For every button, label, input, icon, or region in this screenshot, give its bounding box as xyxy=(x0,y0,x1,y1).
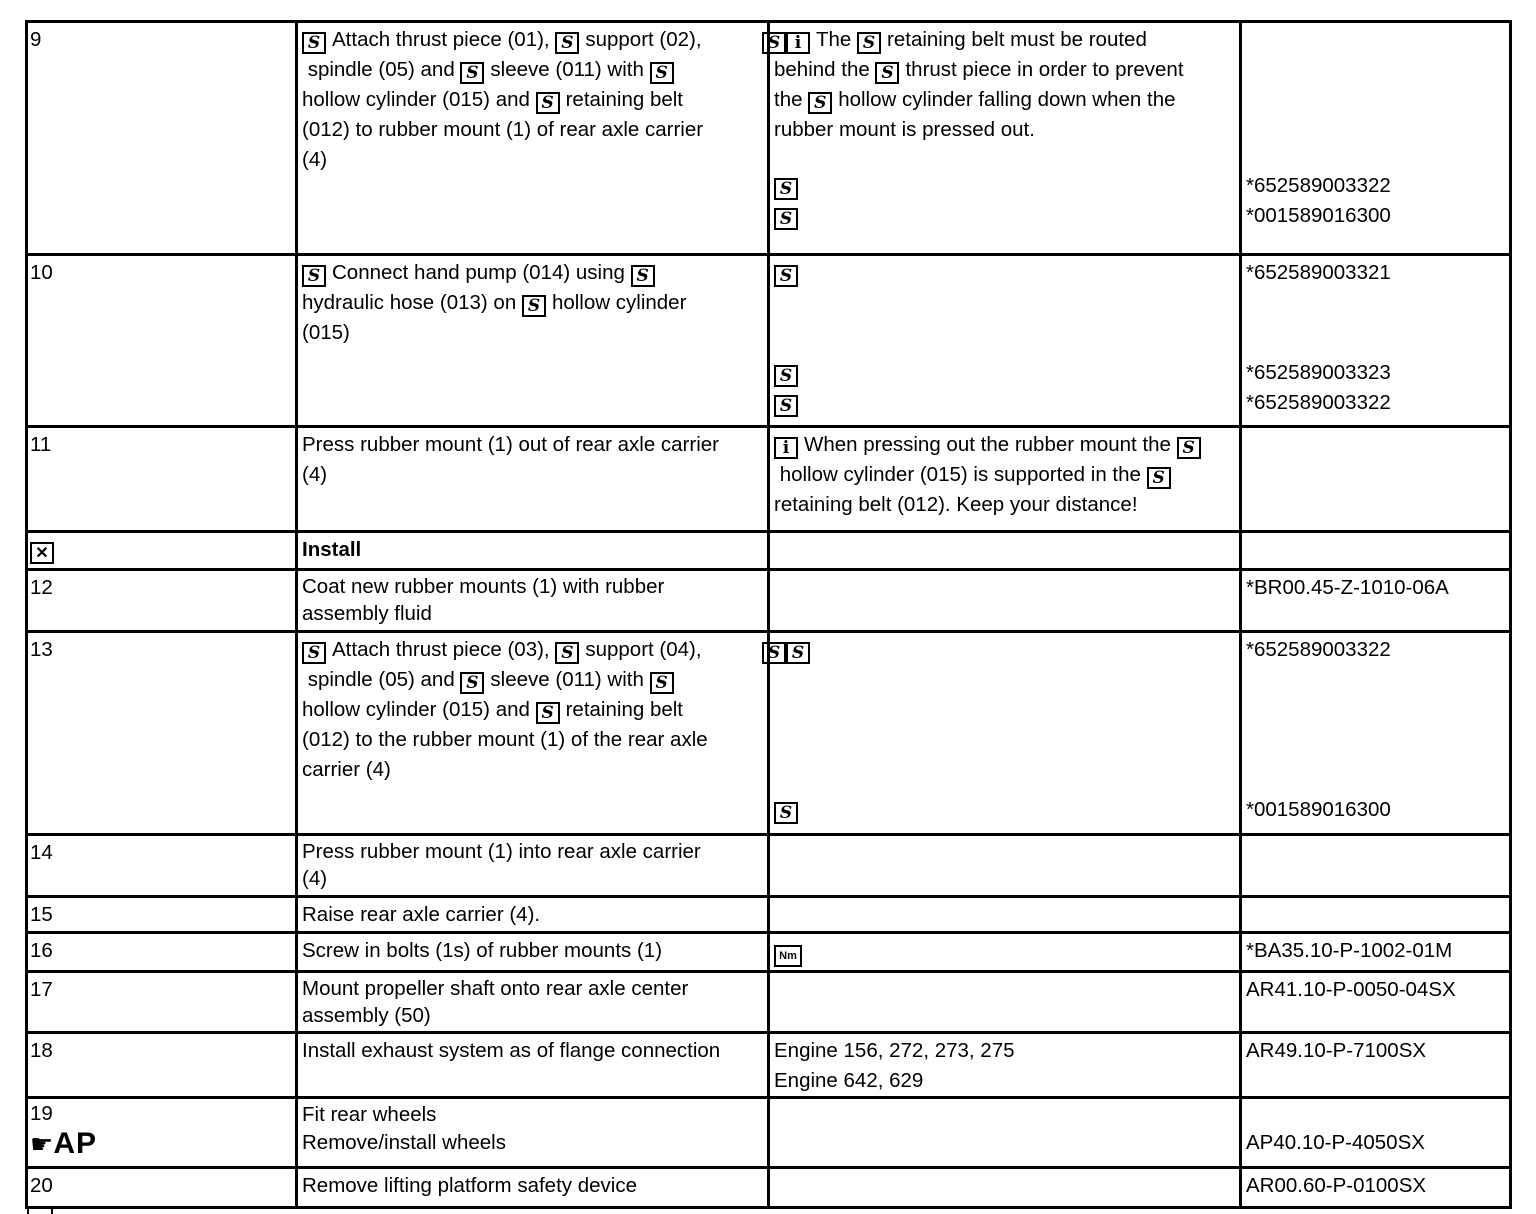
text: retaining belt xyxy=(565,698,683,721)
special-tool-icon[interactable]: S xyxy=(631,265,655,287)
text: Fit rear wheels xyxy=(302,1103,437,1126)
special-tool-icon[interactable]: S xyxy=(774,265,798,287)
document-reference xyxy=(1241,1168,1511,1208)
text: support (02), xyxy=(585,28,702,51)
step-notes xyxy=(769,1098,1241,1168)
step-number: 18 xyxy=(27,1033,297,1098)
part-number-link[interactable]: *652589003323 xyxy=(1246,361,1391,384)
step-instruction xyxy=(297,570,769,632)
part-number-link[interactable]: *652589003321 xyxy=(1246,261,1391,284)
text: retaining belt must be routed xyxy=(887,28,1147,51)
document-link[interactable]: AP40.10-P-4050SX xyxy=(1246,1131,1425,1154)
special-tool-icon[interactable]: S xyxy=(536,92,560,114)
step-notes xyxy=(769,897,1241,933)
page-continuation-icon xyxy=(27,1206,53,1214)
info-icon: i xyxy=(786,32,810,54)
table-row xyxy=(27,1033,1511,1098)
step-number: 14 xyxy=(27,835,297,897)
text: (4) xyxy=(302,463,328,486)
document-reference xyxy=(1241,532,1511,570)
document-reference xyxy=(1241,1033,1511,1098)
ap-badge: AP xyxy=(53,1127,97,1160)
table-row xyxy=(27,570,1511,632)
part-number-link[interactable]: *652589003322 xyxy=(1246,174,1391,197)
procedure-table xyxy=(25,20,1512,1209)
part-number-link[interactable]: *652589003322 xyxy=(1246,638,1391,661)
text: Mount propeller shaft onto rear axle center xyxy=(302,977,689,1000)
document-reference xyxy=(1241,255,1511,427)
special-tool-icon[interactable]: S xyxy=(762,32,786,54)
table-row xyxy=(27,835,1511,897)
step-notes xyxy=(769,1033,1241,1098)
special-tool-icon[interactable]: S xyxy=(650,672,674,694)
step-number: 20 xyxy=(27,1168,297,1208)
text: spindle (05) and xyxy=(307,668,455,691)
text: Remove lifting platform safety device xyxy=(302,1174,637,1197)
text: When pressing out the rubber mount the xyxy=(804,433,1171,456)
install-icon: ✕ xyxy=(30,542,54,564)
text: hollow cylinder falling down when the xyxy=(838,88,1176,111)
text: spindle (05) and xyxy=(307,58,455,81)
text: sleeve (011) with xyxy=(490,668,644,691)
step-notes xyxy=(769,835,1241,897)
torque-nm-icon[interactable]: Nm xyxy=(774,945,802,967)
info-icon: i xyxy=(774,437,798,459)
text: hollow cylinder (015) and xyxy=(302,88,530,111)
text: Press rubber mount (1) into rear axle carrier xyxy=(302,840,701,863)
step-number: 11 xyxy=(27,427,297,532)
text: Attach thrust piece (01), xyxy=(332,28,550,51)
text: thrust piece in order to prevent xyxy=(905,58,1184,81)
text: hydraulic hose (013) on xyxy=(302,291,517,314)
procedure-table-container xyxy=(25,20,1509,1209)
step-instruction xyxy=(297,427,769,532)
text: carrier (4) xyxy=(302,758,391,781)
special-tool-icon[interactable]: S xyxy=(522,295,546,317)
table-row xyxy=(27,427,1511,532)
document-reference xyxy=(1241,1098,1511,1168)
text: rubber mount is pressed out. xyxy=(774,118,1035,141)
text: sleeve (011) with xyxy=(490,58,644,81)
step-notes xyxy=(769,427,1241,532)
special-tool-icon[interactable]: S xyxy=(1177,437,1201,459)
step-instruction xyxy=(297,1098,769,1168)
text: (015) xyxy=(302,321,350,344)
text: Install exhaust system as of flange connection xyxy=(302,1039,721,1062)
special-tool-icon[interactable]: S xyxy=(460,672,484,694)
table-row xyxy=(27,972,1511,1033)
text: Engine 156, 272, 273, 275 xyxy=(774,1039,1015,1062)
special-tool-icon[interactable]: S xyxy=(875,62,899,84)
table-row xyxy=(27,255,1511,427)
text: Remove/install wheels xyxy=(302,1131,506,1154)
text: Attach thrust piece (03), xyxy=(332,638,550,661)
document-reference xyxy=(1241,933,1511,972)
special-tool-icon[interactable]: S xyxy=(555,642,579,664)
special-tool-icon[interactable]: S xyxy=(536,702,560,724)
text: assembly fluid xyxy=(302,602,432,625)
special-tool-icon[interactable]: S xyxy=(302,265,326,287)
special-tool-icon[interactable]: S xyxy=(302,642,326,664)
special-tool-icon[interactable]: S xyxy=(650,62,674,84)
step-number: 12 xyxy=(27,570,297,632)
table-row xyxy=(27,22,1511,255)
document-reference xyxy=(1241,570,1511,632)
text: hollow cylinder (015) and xyxy=(302,698,530,721)
section-title: Install xyxy=(297,532,769,570)
part-number-link[interactable]: *652589003322 xyxy=(1246,391,1391,414)
text: assembly (50) xyxy=(302,1004,431,1027)
special-tool-icon[interactable]: S xyxy=(857,32,881,54)
text: hollow cylinder xyxy=(551,291,687,314)
step-instruction xyxy=(297,255,769,427)
table-row xyxy=(27,1168,1511,1208)
text: Connect hand pump (014) using xyxy=(332,261,625,284)
document-link[interactable]: AR41.10-P-0050-04SX xyxy=(1246,978,1456,1001)
step-notes xyxy=(769,972,1241,1033)
text: Coat new rubber mounts (1) with rubber xyxy=(302,575,665,598)
step-instruction xyxy=(297,835,769,897)
step-number: 13 xyxy=(27,632,297,835)
step-instruction xyxy=(297,1168,769,1208)
text: the xyxy=(774,88,803,111)
document-reference xyxy=(1241,22,1511,255)
text: 19 xyxy=(30,1102,53,1125)
step-notes xyxy=(769,632,1241,835)
step-number: 9 xyxy=(27,22,297,255)
text: hollow cylinder (015) is supported in the xyxy=(779,463,1141,486)
table-row xyxy=(27,897,1511,933)
step-notes xyxy=(769,570,1241,632)
text: Press rubber mount (1) out of rear axle carrier xyxy=(302,433,719,456)
special-tool-icon[interactable]: S xyxy=(808,92,832,114)
part-number-link[interactable]: *001589016300 xyxy=(1246,204,1391,227)
step-instruction xyxy=(297,972,769,1033)
text: (012) to the rubber mount (1) of the rear axle xyxy=(302,728,708,751)
step-number: 15 xyxy=(27,897,297,933)
table-row-section-header xyxy=(27,532,1511,570)
text: Screw in bolts (1s) of rubber mounts (1) xyxy=(302,939,663,962)
document-reference xyxy=(1241,972,1511,1033)
special-tool-icon[interactable]: S xyxy=(774,208,798,230)
table-row xyxy=(27,632,1511,835)
table-row xyxy=(27,1098,1511,1168)
step-number xyxy=(27,1098,297,1168)
part-number-link[interactable]: *001589016300 xyxy=(1246,798,1391,821)
step-instruction xyxy=(297,933,769,972)
text: retaining belt xyxy=(565,88,683,111)
step-notes xyxy=(769,22,1241,255)
special-tool-icon[interactable]: S xyxy=(774,802,798,824)
text: Engine 642, 629 xyxy=(774,1069,924,1092)
document-link[interactable]: AR49.10-P-7100SX xyxy=(1246,1039,1427,1062)
document-reference xyxy=(1241,632,1511,835)
document-link[interactable]: *BA35.10-P-1002-01M xyxy=(1246,939,1453,962)
text: (012) to rubber mount (1) of rear axle carrier xyxy=(302,118,704,141)
special-tool-icon[interactable]: S xyxy=(774,178,798,200)
special-tool-icon[interactable]: S xyxy=(1147,467,1171,489)
step-instruction xyxy=(297,632,769,835)
step-number: 16 xyxy=(27,933,297,972)
step-notes xyxy=(769,1168,1241,1208)
step-instruction xyxy=(297,22,769,255)
text: The xyxy=(816,28,852,51)
document-reference xyxy=(1241,427,1511,532)
special-tool-icon[interactable]: S xyxy=(302,32,326,54)
special-tool-icon[interactable]: S xyxy=(786,642,810,664)
text: (4) xyxy=(302,148,328,171)
step-instruction xyxy=(297,897,769,933)
table-row xyxy=(27,933,1511,972)
step-number xyxy=(27,532,297,570)
step-notes xyxy=(769,255,1241,427)
special-tool-icon[interactable]: S xyxy=(774,365,798,387)
document-reference xyxy=(1241,835,1511,897)
text: retaining belt (012). Keep your distance! xyxy=(774,493,1138,516)
step-number: 17 xyxy=(27,972,297,1033)
special-tool-icon[interactable]: S xyxy=(555,32,579,54)
text: Raise rear axle carrier (4). xyxy=(302,903,541,926)
pointing-hand-icon: ☛ xyxy=(30,1130,54,1160)
document-link[interactable]: *BR00.45-Z-1010-06A xyxy=(1246,576,1449,599)
step-notes xyxy=(769,532,1241,570)
step-instruction xyxy=(297,1033,769,1098)
special-tool-icon[interactable]: S xyxy=(460,62,484,84)
special-tool-icon[interactable]: S xyxy=(762,642,786,664)
special-tool-icon[interactable]: S xyxy=(774,395,798,417)
text: (4) xyxy=(302,867,328,890)
document-link[interactable]: AR00.60-P-0100SX xyxy=(1246,1174,1427,1197)
text: support (04), xyxy=(585,638,702,661)
step-number: 10 xyxy=(27,255,297,427)
text: behind the xyxy=(774,58,870,81)
step-notes xyxy=(769,933,1241,972)
document-reference xyxy=(1241,897,1511,933)
